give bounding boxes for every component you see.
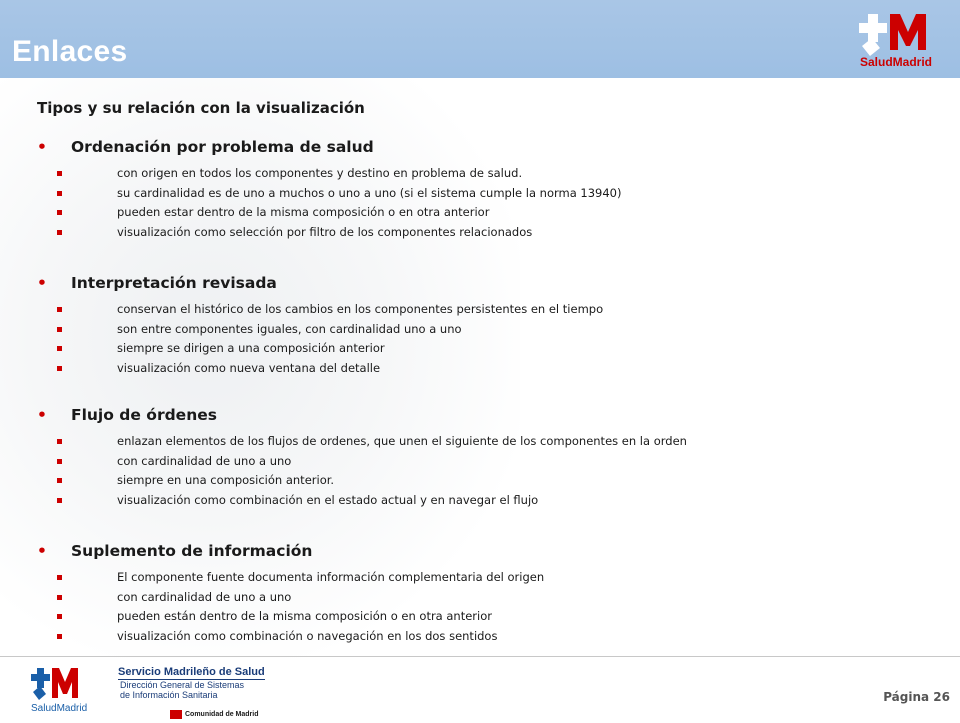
- square-bullet-icon: [57, 614, 62, 619]
- square-bullet-icon: [57, 634, 62, 639]
- section-heading: • Suplemento de información: [37, 542, 313, 560]
- comunidad-flag-icon: [170, 710, 182, 719]
- square-bullet-icon: [57, 575, 62, 580]
- bullet-dot-icon: •: [37, 274, 47, 292]
- section-heading: • Flujo de órdenes: [37, 406, 217, 424]
- bullet-dot-icon: •: [37, 406, 47, 424]
- subtitle: Tipos y su relación con la visualización: [37, 99, 365, 117]
- org-subtitle-1: Dirección General de Sistemas: [120, 680, 245, 690]
- footer-salud-madrid-logo: [30, 664, 96, 714]
- square-bullet-icon: [57, 459, 62, 464]
- footer-divider: [0, 656, 960, 657]
- page-number: Página 26: [883, 690, 950, 704]
- square-bullet-icon: [57, 366, 62, 371]
- square-bullet-icon: [57, 478, 62, 483]
- footer-organization: [118, 666, 265, 700]
- bullet-dot-icon: •: [37, 542, 47, 560]
- square-bullet-icon: [57, 346, 62, 351]
- org-subtitle-2: de Información Sanitaria: [120, 690, 218, 700]
- square-bullet-icon: [57, 595, 62, 600]
- section-heading: • Ordenación por problema de salud: [37, 138, 374, 156]
- square-bullet-icon: [57, 210, 62, 215]
- bullet-dot-icon: •: [37, 138, 47, 156]
- logo-wordmark: SaludMadrid: [860, 55, 933, 69]
- square-bullet-icon: [57, 171, 62, 176]
- square-bullet-icon: [57, 191, 62, 196]
- header-bar: [0, 0, 960, 78]
- slide-title: Enlaces: [12, 35, 128, 68]
- section-heading: • Interpretación revisada: [37, 274, 277, 292]
- footer-logo-wordmark: SaludMadrid: [31, 703, 88, 714]
- salud-madrid-logo: [858, 4, 954, 76]
- square-bullet-icon: [57, 439, 62, 444]
- org-name: Servicio Madrileño de Salud: [118, 666, 265, 678]
- comunidad-madrid-mark: Comunidad de Madrid: [170, 704, 259, 723]
- square-bullet-icon: [57, 307, 62, 312]
- square-bullet-icon: [57, 498, 62, 503]
- square-bullet-icon: [57, 230, 62, 235]
- square-bullet-icon: [57, 327, 62, 332]
